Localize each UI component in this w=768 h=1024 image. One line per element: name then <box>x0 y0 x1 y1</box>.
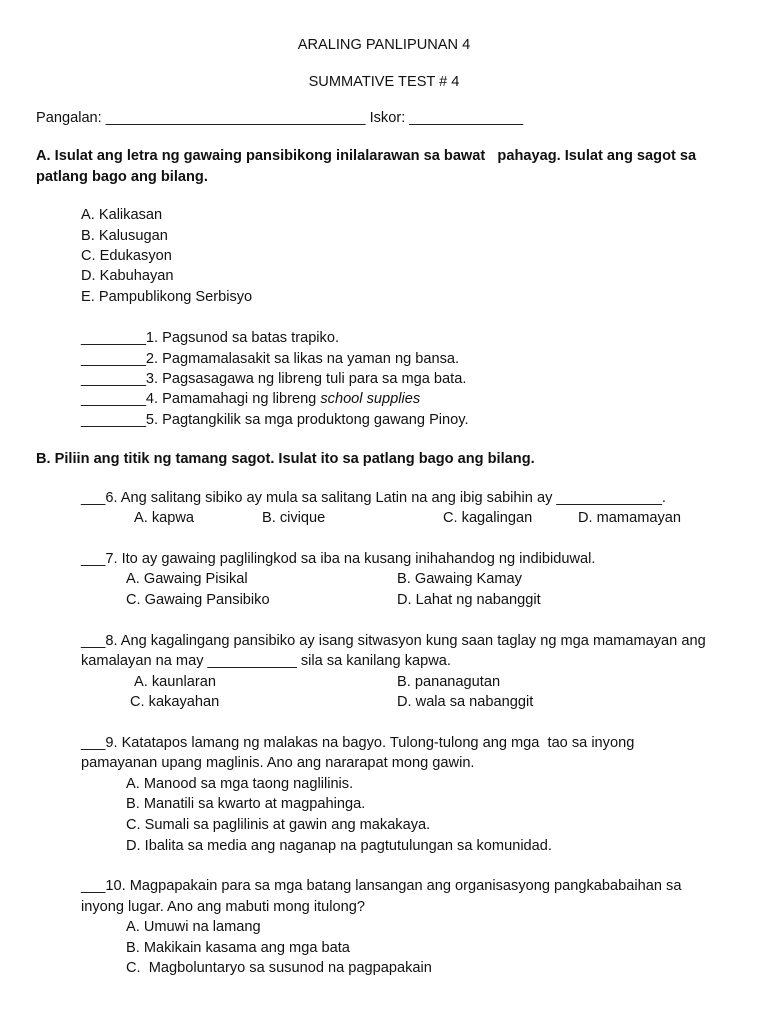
part-a-instruction-line1: A. Isulat ang letra ng gawaing pansibikong inilalarawan sa bawat pahayag. Isulat ang sagot sa <box>36 148 697 164</box>
q7-option-b: B. Gawaing Kamay <box>397 571 522 587</box>
q9-option-c: C. Sumali sa paglilinis at gawin ang makakaya. <box>126 817 431 833</box>
q8-stem-line2: kamalayan na may ___________ sila sa kanilang kapwa. <box>81 653 451 669</box>
choice-a: A. Kalikasan <box>81 207 163 223</box>
choice-b: B. Kalusugan <box>81 228 168 244</box>
q8-option-c: C. kakayahan <box>130 694 220 710</box>
part-a-instruction-line2: patlang bago ang bilang. <box>36 169 208 185</box>
q6-option-d: D. mamamayan <box>578 510 681 526</box>
score-label: Iskor: ______________ <box>365 110 523 126</box>
choice-c: C. Edukasyon <box>81 248 172 264</box>
q7-option-d: D. Lahat ng nabanggit <box>397 592 541 608</box>
part-a-item-1: ________1. Pagsunod sa batas trapiko. <box>81 330 340 346</box>
part-a-item-2: ________2. Pagmamalasakit sa likas na yaman ng bansa. <box>81 351 460 367</box>
choice-e: E. Pampublikong Serbisyo <box>81 289 253 305</box>
q9-option-a: A. Manood sa mga taong naglilinis. <box>126 776 354 792</box>
q8-stem-line1: ___8. Ang kagalingang pansibiko ay isang sitwasyon kung saan taglay ng mga mamamayan ang <box>81 633 706 649</box>
q9-option-d: D. Ibalita sa media ang naganap na pagtutulungan sa komunidad. <box>126 838 552 854</box>
part-a-item-5: ________5. Pagtangkilik sa mga produktong gawang Pinoy. <box>81 412 469 428</box>
q6-option-c: C. kagalingan <box>443 510 533 526</box>
q8-option-b: B. pananagutan <box>397 674 501 690</box>
choice-d: D. Kabuhayan <box>81 268 174 284</box>
q8-option-a: A. kaunlaran <box>134 674 216 690</box>
item-4-italic: school supplies <box>320 391 421 407</box>
item-4-text: ________4. Pamamahagi ng libreng <box>81 391 321 407</box>
name-label: Pangalan: ________________________________ <box>36 110 366 126</box>
q7-option-c: C. Gawaing Pansibiko <box>126 592 270 608</box>
q10-stem-line2: inyong lugar. Ano ang mabuti mong itulong? <box>81 899 365 915</box>
q10-option-c: C. Magboluntaryo sa susunod na pagpapakain <box>126 960 432 976</box>
name-score-line <box>36 108 523 128</box>
part-a-item-4 <box>81 389 420 409</box>
part-b-instruction: B. Piliin ang titik ng tamang sagot. Isulat ito sa patlang bago ang bilang. <box>36 451 535 467</box>
part-a-item-3: ________3. Pagsasagawa ng libreng tuli para sa mga bata. <box>81 371 467 387</box>
q10-option-a: A. Umuwi na lamang <box>126 919 261 935</box>
q9-stem-line2: pamayanan upang maglinis. Ano ang nararapat mong gawin. <box>81 755 475 771</box>
q6-option-b: B. civique <box>262 510 326 526</box>
q9-option-b: B. Manatili sa kwarto at magpahinga. <box>126 796 366 812</box>
page-title: ARALING PANLIPUNAN 4 <box>297 37 471 53</box>
q8-option-d: D. wala sa nabanggit <box>397 694 534 710</box>
q7-option-a: A. Gawaing Pisikal <box>126 571 248 587</box>
q10-option-b: B. Makikain kasama ang mga bata <box>126 940 350 956</box>
q6-option-a: A. kapwa <box>134 510 195 526</box>
q7-stem: ___7. Ito ay gawaing paglilingkod sa iba na kusang inihahandog ng indibiduwal. <box>81 551 596 567</box>
page-subtitle: SUMMATIVE TEST # 4 <box>308 74 460 90</box>
q6-stem: ___6. Ang salitang sibiko ay mula sa salitang Latin na ang ibig sabihin ay _____________. <box>81 490 666 506</box>
q10-stem-line1: ___10. Magpapakain para sa mga batang lansangan ang organisasyong pangkababaihan sa <box>81 878 682 894</box>
q9-stem-line1: ___9. Katatapos lamang ng malakas na bagyo. Tulong-tulong ang mga tao sa inyong <box>81 735 635 751</box>
